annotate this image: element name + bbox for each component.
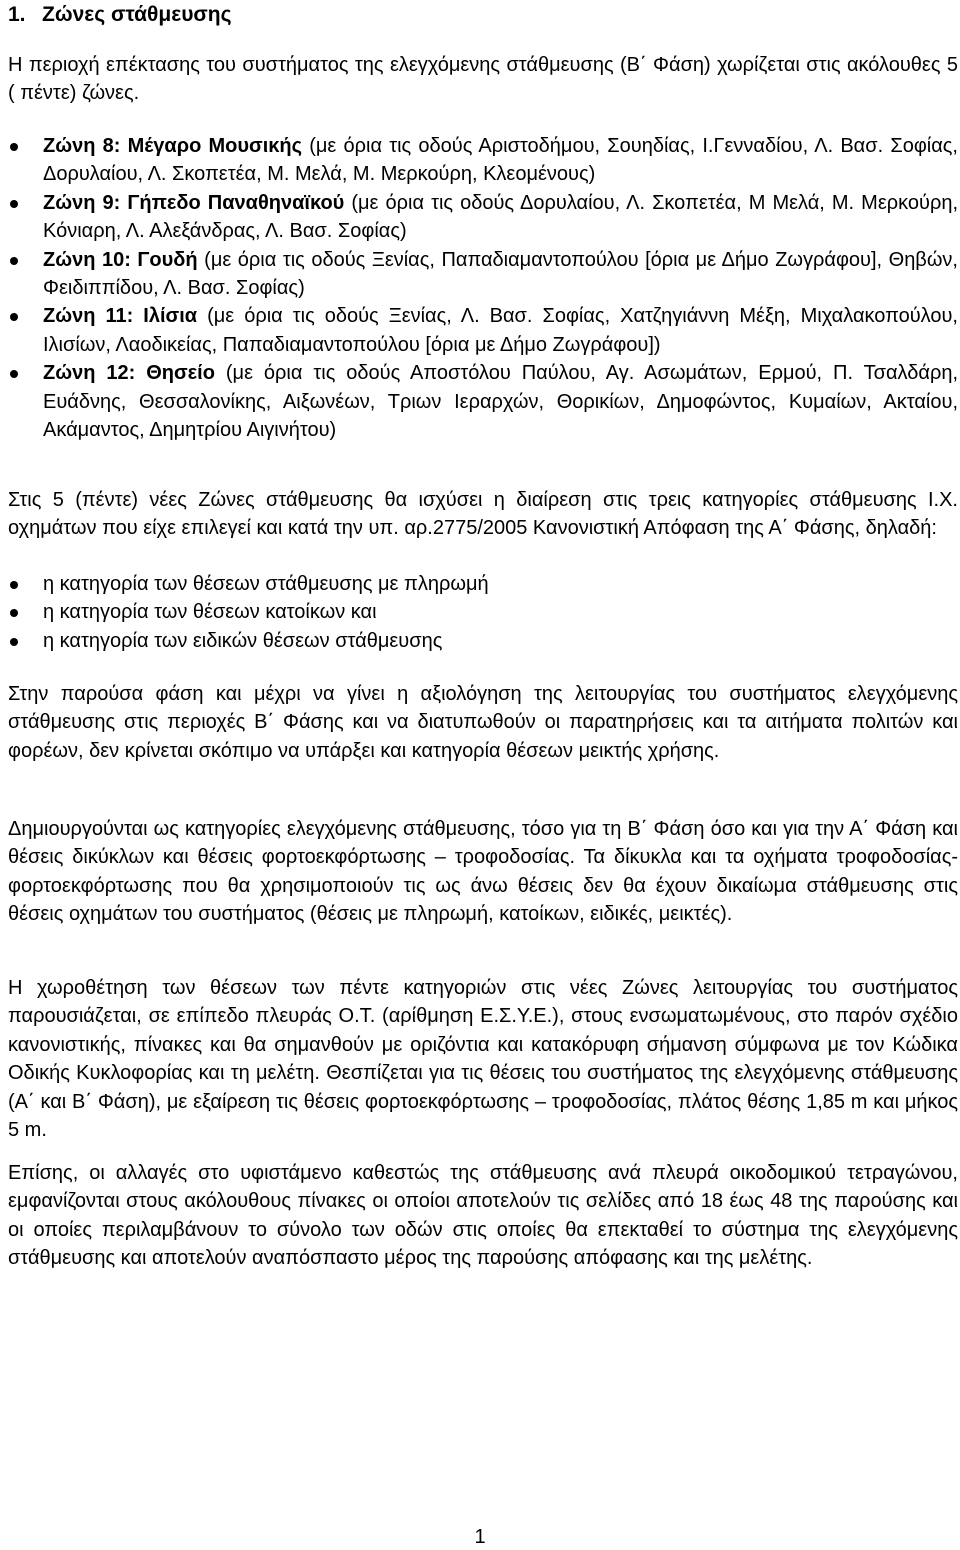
- page-number: 1: [474, 1526, 486, 1548]
- zone-name: Ζώνη 9: Γήπεδο Παναθηναϊκού: [43, 191, 345, 214]
- bullet-icon: [10, 257, 18, 265]
- category-text: η κατηγορία των ειδικών θέσεων στάθμευσης: [43, 629, 443, 652]
- list-item: [8, 246, 958, 303]
- zones-list: [8, 132, 958, 444]
- zone-desc: (με όρια τις οδούς Αριστοδήμου, Σουηδίας, Ι.Γενναδίου, Λ. Βασ. Σοφίας, Δορυλαίου, Λ. Σκοπετέα, Μ. Μελά, Μ. Μερκούρη, Κλεομένους): [43, 135, 958, 186]
- list-item: [8, 302, 958, 359]
- paragraph-new-categories: Δημιουργούνται ως κατηγορίες ελεγχόμενης στάθμευσης, τόσο για τη Β΄ Φάση όσο και για την Α΄ Φάση και θέσεις δικύκλων και θέσεις φορτοεκφόρτωσης – τροφοδοσίας. Τα δίκυκλα και τα οχήματα τροφοδοσίας-φορτοεκφόρτωσης που θα χρησιμοποιούν τις ως άνω θέσεις δεν θα έχουν δικαίωμα στάθμευσης στις θέσεις οχημάτων του συστήματος (θέσεις με πληρωμή, κατοίκων, ειδικές, μεικτές).: [8, 818, 958, 926]
- zone-desc: (με όρια τις οδούς Αποστόλου Παύλου, Αγ. Ασωμάτων, Ερμού, Π. Τσαλδάρη, Ευάδνης, Θεσσαλονίκης, Αιξωνέων, Τριων Ιεραρχών, Θορικίων, Δημοφώντος, Κυμαίων, Ακταίου, Ακάμαντος, Δημητρίου Αιγινήτου): [43, 362, 958, 442]
- list-item: [8, 132, 958, 189]
- bullet-icon: [10, 313, 18, 321]
- zone-name: Ζώνη 12: Θησείο: [43, 362, 215, 385]
- paragraph-allocation: Η χωροθέτηση των θέσεων των πέντε κατηγοριών στις νέες Ζώνες λειτουργίας του συστήματος παρουσιάζεται, σε επίπεδο πλευράς Ο.Τ. (αρίθμηση Ε.Σ.Υ.Ε.), στους ενσωματωμένους, στο παρόν σχέδιο κανονιστικής, πίνακες και θα σημανθούν με οριζόντια και κατακόρυφη σήμανση σύμφωνα με τον Κώδικα Οδικής Κυκλοφορίας και τη μελέτη. Θεσπίζεται για τις θέσεις του συστήματος της ελεγχόμενης στάθμευσης (Α΄ και Β΄ Φάση), με εξαίρεση τις θέσεις φορτοεκφόρτωσης – τροφοδοσίας, πλάτος θέσης 1,85 m και μήκος 5 m.: [8, 977, 958, 1142]
- paragraph-changes: Επίσης, οι αλλαγές στο υφιστάμενο καθεστώς της στάθμευσης ανά πλευρά οικοδομικού τετραγώνου, εμφανίζονται στους ακόλουθους πίνακες οι οποίοι αποτελούν τις σελίδες από 18 έως 48 της παρούσης και οι οποίες περιλαμβάνουν το σύνολο των οδών στις οποίες θα επεκταθεί το σύστημα της ελεγχόμενης στάθμευσης και αποτελούν αναπόσπαστο μέρος της παρούσης απόφασης και της μελέτης.: [8, 1162, 958, 1270]
- paragraph-mixed-use: Στην παρούσα φάση και μέχρι να γίνει η αξιολόγηση της λειτουργίας του συστήματος ελεγχόμενης στάθμευσης στις περιοχές Β΄ Φάσης και να διατυπωθούν οι παρατηρήσεις και τα αιτήματα πολιτών και φορέων, δεν κρίνεται σκόπιμο να υπάρξει και κατηγορία θέσεων μεικτής χρήσης.: [8, 683, 958, 762]
- category-text: η κατηγορία των θέσεων κατοίκων και: [43, 601, 377, 624]
- list-item: [8, 598, 958, 626]
- section-number: 1.: [8, 3, 26, 26]
- list-item: [8, 189, 958, 246]
- categories-intro-paragraph: Στις 5 (πέντε) νέες Ζώνες στάθμευσης θα ισχύσει η διαίρεση στις τρεις κατηγορίες στάθμευσης Ι.Χ. οχημάτων που είχε επιλεγεί και κατά την υπ. αρ.2775/2005 Κανονιστική Απόφαση της Α΄ Φάσης, δηλαδή:: [8, 489, 958, 540]
- section-heading: [8, 1, 232, 28]
- category-text: η κατηγορία των θέσεων στάθμευσης με πληρωμή: [43, 573, 489, 595]
- zone-desc: (με όρια τις οδούς Ξενίας, Λ. Βασ. Σοφίας, Χατζηγιάννη Μέξη, Μιχαλακοπούλου, Ιλισίων, Λαοδικείας, Παπαδιαμαντοπούλου [όρια με Δήμο Ζωγράφου]): [43, 305, 958, 356]
- bullet-icon: [10, 638, 18, 646]
- zone-desc: (με όρια τις οδούς Ξενίας, Παπαδιαμαντοπούλου [όρια με Δήμο Ζωγράφου], Θηβών, Φειδιππίδου, Λ. Βασ. Σοφίας): [43, 248, 958, 300]
- list-item: [8, 570, 958, 598]
- bullet-icon: [10, 200, 18, 208]
- bullet-icon: [10, 581, 18, 589]
- bullet-icon: [10, 370, 18, 378]
- intro-paragraph: Η περιοχή επέκτασης του συστήματος της ελεγχόμενης στάθμευσης (Β΄ Φάση) χωρίζεται στις ακόλουθες 5 ( πέντε) ζώνες.: [8, 54, 958, 105]
- zone-desc: (με όρια τις οδούς Δορυλαίου, Λ. Σκοπετέα, Μ Μελά, Μ. Μερκούρη, Κόνιαρη, Λ. Αλεξάνδρας, Λ. Βασ. Σοφίας): [43, 191, 958, 243]
- zone-name: Ζώνη 10: Γουδή: [43, 248, 198, 271]
- list-item: [8, 359, 958, 444]
- bullet-icon: [10, 609, 18, 617]
- zone-name: Ζώνη 8: Μέγαρο Μουσικής: [43, 135, 303, 157]
- categories-list: [8, 570, 958, 655]
- zone-name: Ζώνη 11: Ιλίσια: [43, 305, 198, 328]
- list-item: [8, 627, 958, 655]
- section-title: Ζώνες στάθμευσης: [42, 3, 232, 26]
- bullet-icon: [10, 143, 18, 151]
